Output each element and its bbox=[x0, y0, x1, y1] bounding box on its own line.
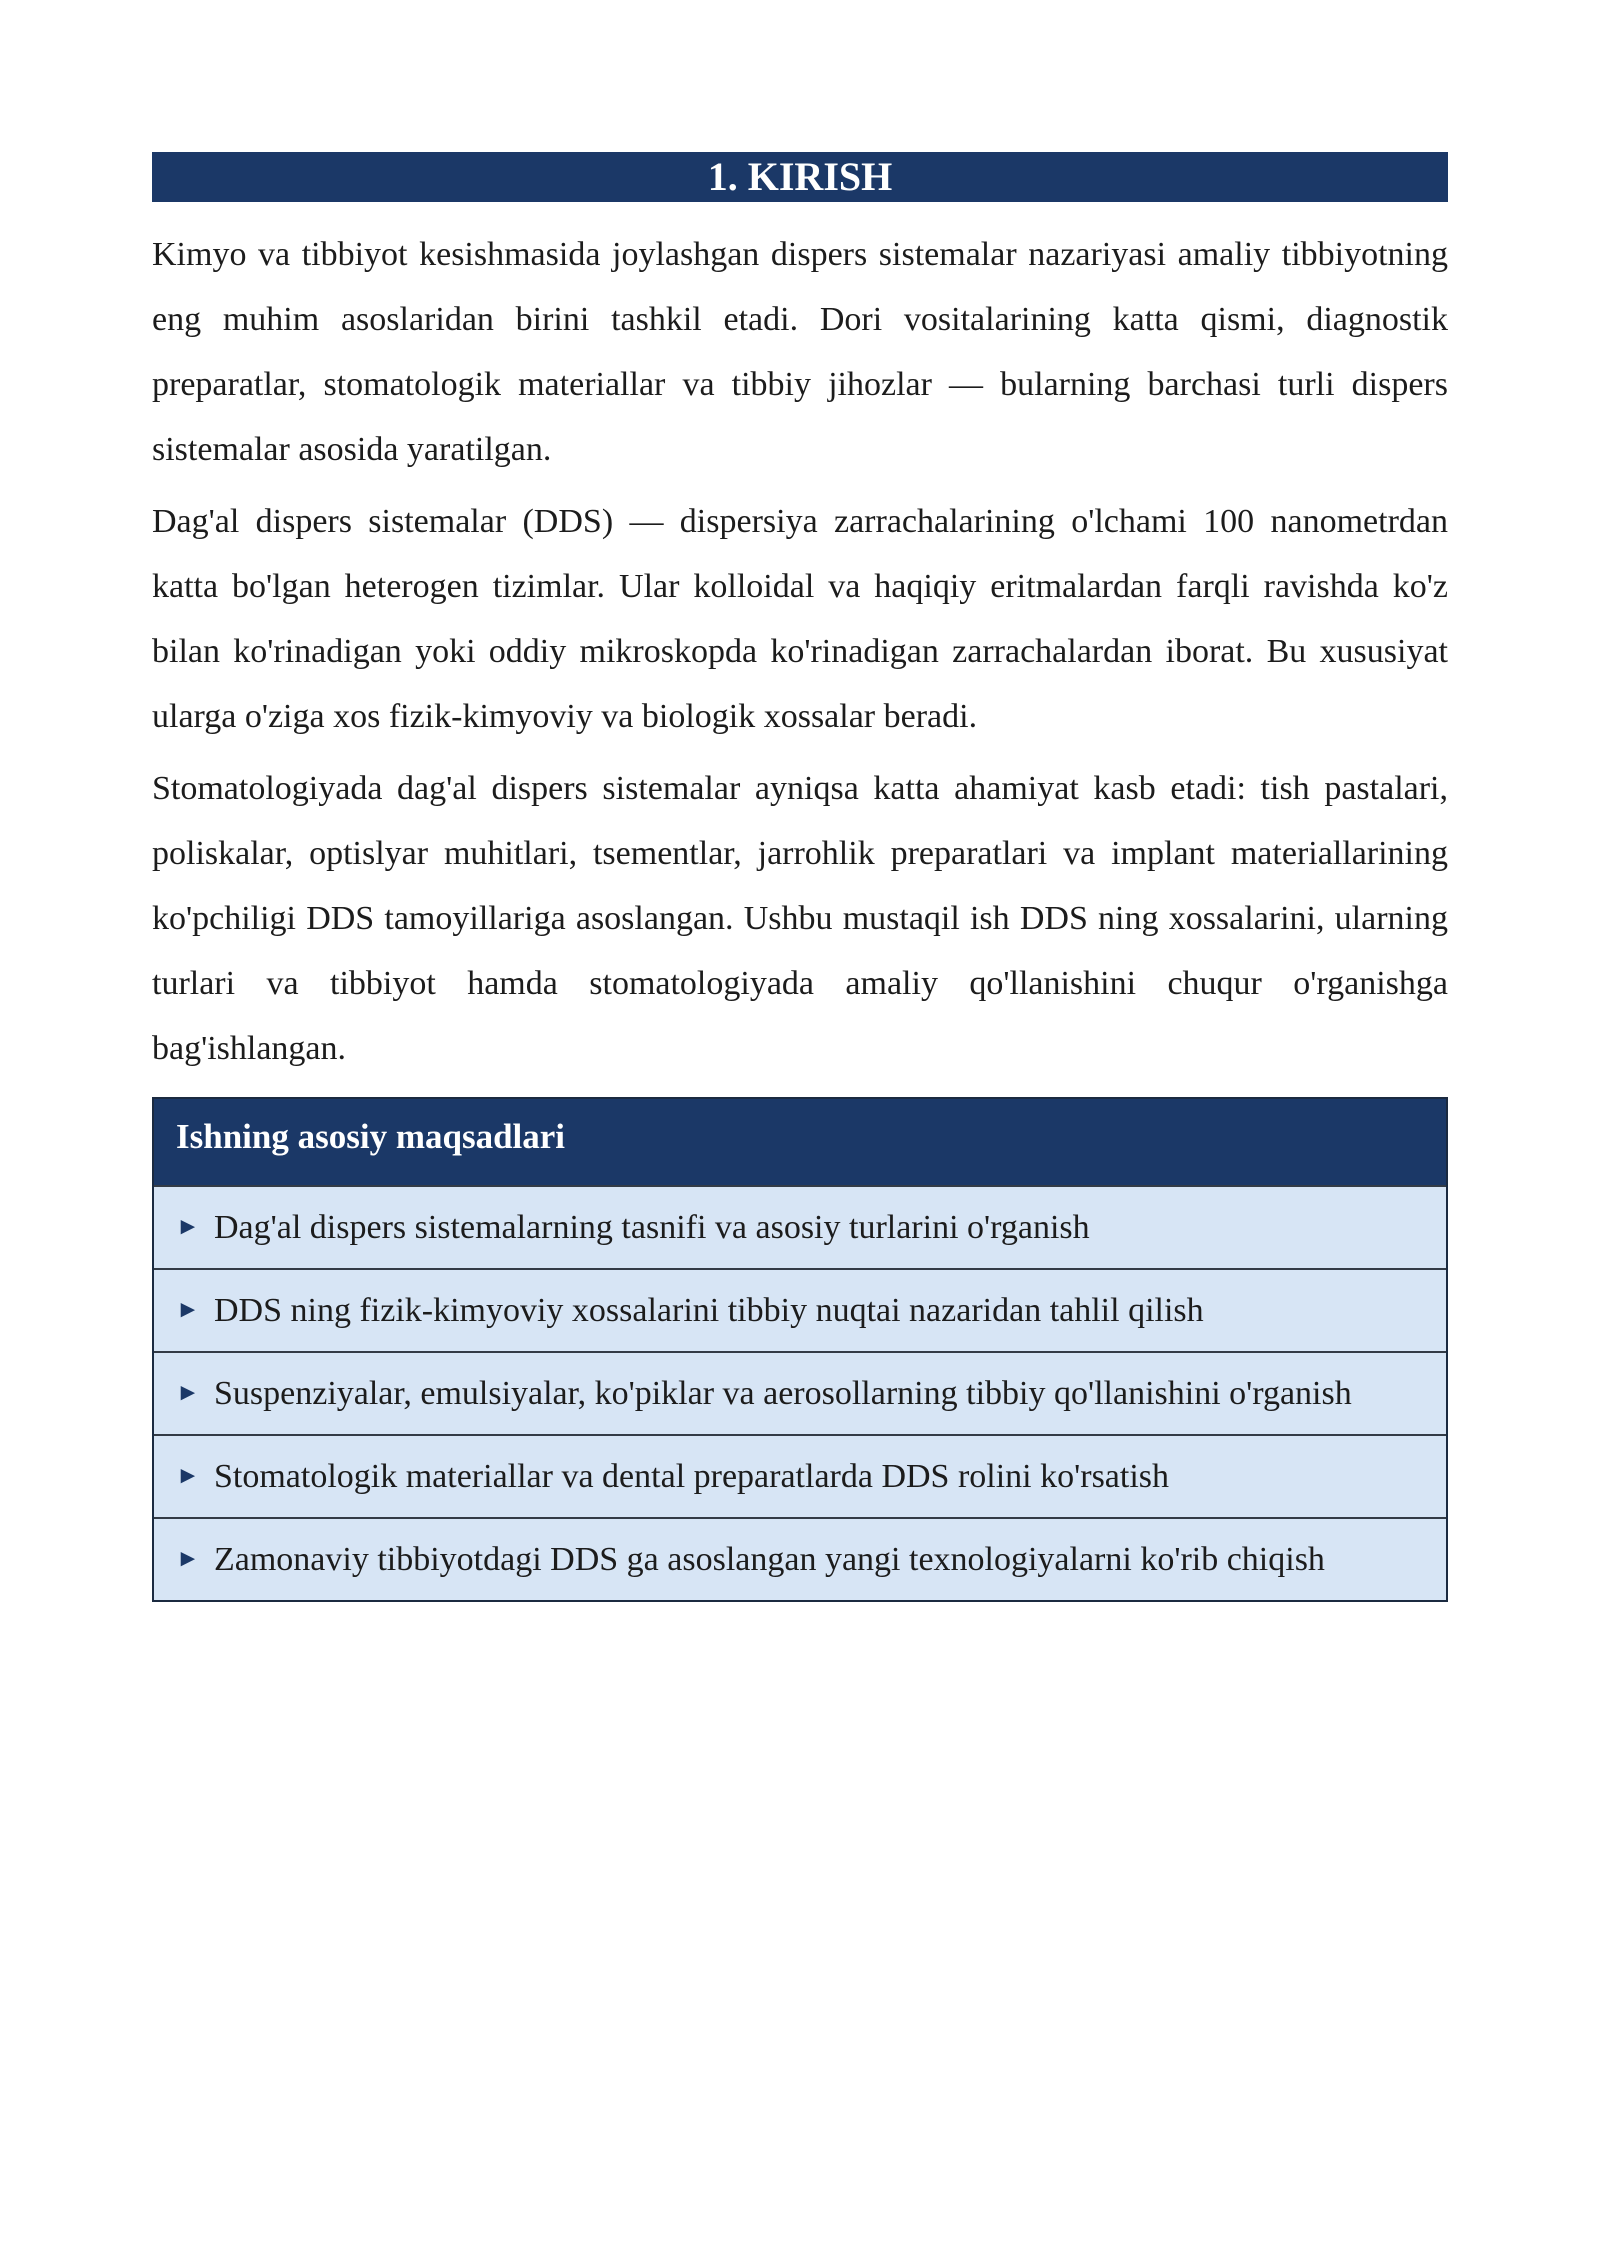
goal-item bbox=[154, 1351, 1446, 1434]
intro-paragraph-2: Dag'al dispers sistemalar (DDS) — dispersiya zarrachalarining o'lchami 100 nanometrdan katta bo'lgan heterogen tizimlar. Ular kolloidal va haqiqiy eritmalardan farqli ravishda ko'z bilan ko'rinadigan yoki oddiy mikroskopda ko'rinadigan zarrachalardan iborat. Bu xususiyat ularga o'ziga xos fizik-kimyoviy va biologik xossalar beradi. bbox=[152, 503, 1448, 735]
goal-item bbox=[154, 1268, 1446, 1351]
goal-item-text: Zamonaviy tibbiyotdagi DDS ga asoslangan yangi texnologiyalarni ko'rib chiqish bbox=[214, 1541, 1325, 1578]
triangle-bullet-icon: ► bbox=[176, 1297, 200, 1323]
goal-item-text: Dag'al dispers sistemalarning tasnifi va asosiy turlarini o'rganish bbox=[214, 1209, 1090, 1246]
goal-item bbox=[154, 1517, 1446, 1600]
goals-title: Ishning asosiy maqsadlari bbox=[154, 1099, 1446, 1185]
goal-item bbox=[154, 1434, 1446, 1517]
triangle-bullet-icon: ► bbox=[176, 1546, 200, 1572]
goal-item-text: Suspenziyalar, emulsiyalar, ko'piklar va aerosollarning tibbiy qo'llanishini o'rganish bbox=[214, 1375, 1352, 1412]
section-heading: 1. KIRISH bbox=[152, 152, 1448, 202]
triangle-bullet-icon: ► bbox=[176, 1463, 200, 1489]
intro-paragraph-1: Kimyo va tibbiyot kesishmasida joylashgan dispers sistemalar nazariyasi amaliy tibbiyotning eng muhim asoslaridan birini tashkil etadi. Dori vositalarining katta qismi, diagnostik preparatlar, stomatologik materiallar va tibbiy jihozlar — bularning barchasi turli dispers sistemalar asosida yaratilgan. bbox=[152, 236, 1448, 468]
goal-item-text: Stomatologik materiallar va dental preparatlarda DDS rolini ko'rsatish bbox=[214, 1458, 1170, 1495]
triangle-bullet-icon: ► bbox=[176, 1214, 200, 1240]
triangle-bullet-icon: ► bbox=[176, 1380, 200, 1406]
goal-item bbox=[154, 1185, 1446, 1268]
page bbox=[152, 152, 1448, 1602]
goals-box bbox=[152, 1097, 1448, 1602]
goal-item-text: DDS ning fizik-kimyoviy xossalarini tibbiy nuqtai nazaridan tahlil qilish bbox=[214, 1292, 1204, 1329]
intro-paragraph-3: Stomatologiyada dag'al dispers sistemalar ayniqsa katta ahamiyat kasb etadi: tish pastalari, poliskalar, optislyar muhitlari, tsementlar, jarrohlik preparatlari va implant materiallarining ko'pchiligi DDS tamoyillariga asoslangan. Ushbu mustaqil ish DDS ning xossalarini, ularning turlari va tibbiyot hamda stomatologiyada amaliy qo'llanishini chuqur o'rganishga bag'ishlangan. bbox=[152, 770, 1448, 1067]
